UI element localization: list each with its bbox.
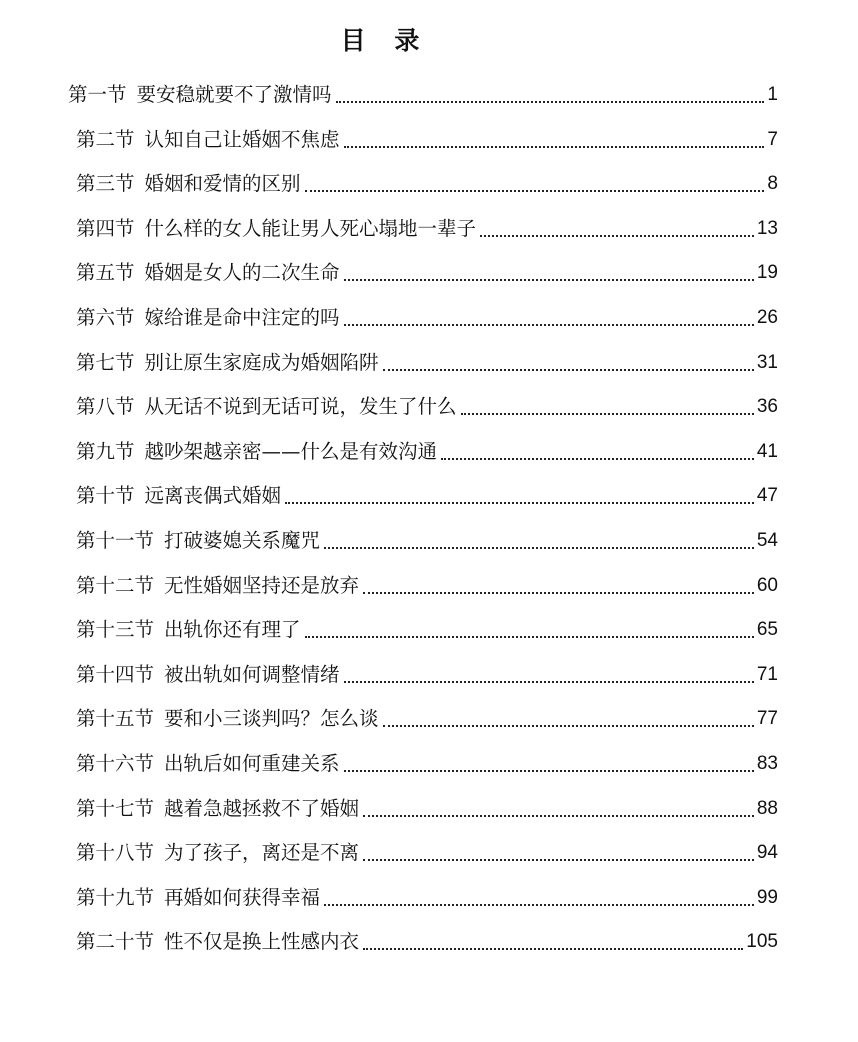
- toc-entry-page: 71: [756, 663, 778, 685]
- toc-entry-page: 88: [756, 797, 778, 819]
- toc-title: 目 录: [340, 26, 430, 55]
- toc-entry-page: 65: [756, 619, 778, 641]
- toc-entry-label: 第六节: [76, 306, 135, 329]
- toc-entry-page: 8: [767, 173, 778, 195]
- toc-entry-page: 94: [756, 842, 778, 864]
- toc-entry-heading: 别让原生家庭成为婚姻陷阱: [144, 350, 379, 374]
- toc-entry-page: 41: [756, 440, 778, 462]
- toc-entry-heading: 嫁给谁是命中注定的吗: [144, 306, 340, 329]
- toc-leader-dots: [344, 770, 754, 772]
- toc-entry[interactable]: [76, 431, 778, 465]
- toc-leader-dots: [363, 859, 754, 861]
- toc-entry-label: 第十二节: [76, 573, 155, 597]
- toc-entry[interactable]: [76, 743, 778, 777]
- toc-entry[interactable]: [68, 74, 778, 108]
- toc-leader-dots: [285, 502, 754, 504]
- toc-entry-label: 第一节: [68, 83, 127, 106]
- toc-leader-dots: [324, 547, 754, 549]
- toc-entry-page: 13: [756, 217, 778, 239]
- toc-entry[interactable]: [76, 698, 778, 732]
- toc-entry-label: 第十三节: [76, 618, 155, 642]
- toc-leader-dots: [363, 592, 754, 594]
- toc-entry-heading: 无性婚姻坚持还是放弃: [164, 573, 360, 597]
- toc-entry[interactable]: [76, 832, 778, 866]
- toc-entry-label: 第十六节: [76, 752, 155, 775]
- toc-entry-label: 第十七节: [76, 796, 155, 820]
- toc-entry[interactable]: [76, 877, 778, 911]
- toc-leader-dots: [344, 324, 754, 326]
- toc-leader-dots: [441, 458, 754, 460]
- toc-entry-page: 1: [767, 84, 778, 105]
- toc-entry-page: 36: [756, 396, 778, 418]
- toc-entry-heading: 为了孩子，离还是不离: [164, 841, 360, 865]
- toc-entry-page: 99: [756, 886, 778, 908]
- toc-entry-page: 7: [767, 128, 778, 150]
- toc-entry-heading: 出轨后如何重建关系: [164, 752, 340, 775]
- toc-entry[interactable]: [76, 520, 778, 554]
- toc-leader-dots: [305, 190, 765, 192]
- toc-entry-page: 54: [756, 530, 778, 551]
- toc-entry-label: 第三节: [76, 172, 135, 196]
- toc-leader-dots: [305, 636, 754, 638]
- toc-entry-heading: 性不仅是换上性感内衣: [164, 930, 360, 954]
- toc-entry-label: 第十节: [76, 484, 135, 508]
- toc-entry-heading: 打破婆媳关系魔咒: [164, 529, 321, 552]
- toc-entry-page: 105: [746, 931, 778, 953]
- toc-entry-page: 60: [756, 574, 778, 596]
- toc-leader-dots: [363, 815, 754, 817]
- toc-entry-page: 83: [756, 753, 778, 774]
- toc-entry-heading: 出轨你还有理了: [164, 618, 301, 642]
- toc-entry-label: 第十八节: [76, 841, 155, 865]
- toc-entry-label: 第二十节: [76, 930, 155, 954]
- toc-entry[interactable]: [76, 297, 778, 331]
- toc-entry[interactable]: [76, 208, 778, 242]
- toc-entry[interactable]: [76, 386, 778, 420]
- toc-leader-dots: [363, 948, 743, 950]
- toc-entry[interactable]: [76, 163, 778, 197]
- toc-entry-heading: 越着急越拯救不了婚姻: [164, 796, 360, 820]
- toc-entry[interactable]: [76, 565, 778, 599]
- toc-entry-label: 第二节: [76, 127, 135, 151]
- toc-leader-dots: [344, 681, 754, 683]
- toc-entry-heading: 什么样的女人能让男人死心塌地一辈子: [144, 216, 477, 240]
- toc-entry-heading: 从无话不说到无话可说，发生了什么: [144, 395, 457, 419]
- toc-entry-label: 第七节: [76, 350, 135, 374]
- toc-entry-heading: 远离丧偶式婚姻: [144, 484, 282, 508]
- toc-entry-label: 第十九节: [76, 885, 155, 909]
- toc-entry-heading: 认知自己让婚姻不焦虑: [144, 127, 340, 151]
- toc-entry-heading: 要安稳就要不了激情吗: [136, 83, 332, 106]
- toc-leader-dots: [480, 235, 754, 237]
- toc-entry[interactable]: [76, 119, 778, 153]
- toc-leader-dots: [336, 101, 765, 103]
- toc-entry-label: 第十五节: [76, 707, 155, 731]
- toc-entry-label: 第五节: [76, 261, 135, 285]
- toc-entry[interactable]: [76, 252, 778, 286]
- toc-leader-dots: [344, 279, 754, 281]
- toc-entry-label: 第十四节: [76, 662, 155, 686]
- toc-entry-label: 第九节: [76, 439, 135, 463]
- toc-entry[interactable]: [76, 788, 778, 822]
- toc-entry[interactable]: [76, 654, 778, 688]
- toc-leader-dots: [383, 725, 754, 727]
- toc-entry-page: 31: [756, 351, 778, 373]
- toc-entry-heading: 再婚如何获得幸福: [164, 885, 321, 909]
- toc-entry-heading: 婚姻是女人的二次生命: [144, 261, 340, 285]
- toc-entry-label: 第十一节: [76, 529, 155, 552]
- toc-entry-heading: 被出轨如何调整情绪: [164, 662, 340, 686]
- toc-entry-heading: 婚姻和爱情的区别: [144, 172, 301, 196]
- toc-leader-dots: [344, 146, 765, 148]
- toc-entry[interactable]: [76, 342, 778, 376]
- toc-leader-dots: [383, 369, 754, 371]
- toc-entry-label: 第四节: [76, 216, 135, 240]
- toc-entry-page: 26: [756, 307, 778, 328]
- toc-leader-dots: [324, 904, 754, 906]
- toc-entry-label: 第八节: [76, 395, 135, 419]
- toc-entry-page: 77: [756, 708, 778, 730]
- toc-entry[interactable]: [76, 609, 778, 643]
- toc-entry-heading: 越吵架越亲密——什么是有效沟通: [144, 439, 438, 463]
- toc-entry-page: 19: [756, 262, 778, 284]
- toc-entry[interactable]: [76, 921, 778, 955]
- toc-leader-dots: [461, 413, 754, 415]
- toc-entry-heading: 要和小三谈判吗？怎么谈: [164, 707, 379, 731]
- toc-entry[interactable]: [76, 475, 778, 509]
- toc-entry-page: 47: [756, 485, 778, 507]
